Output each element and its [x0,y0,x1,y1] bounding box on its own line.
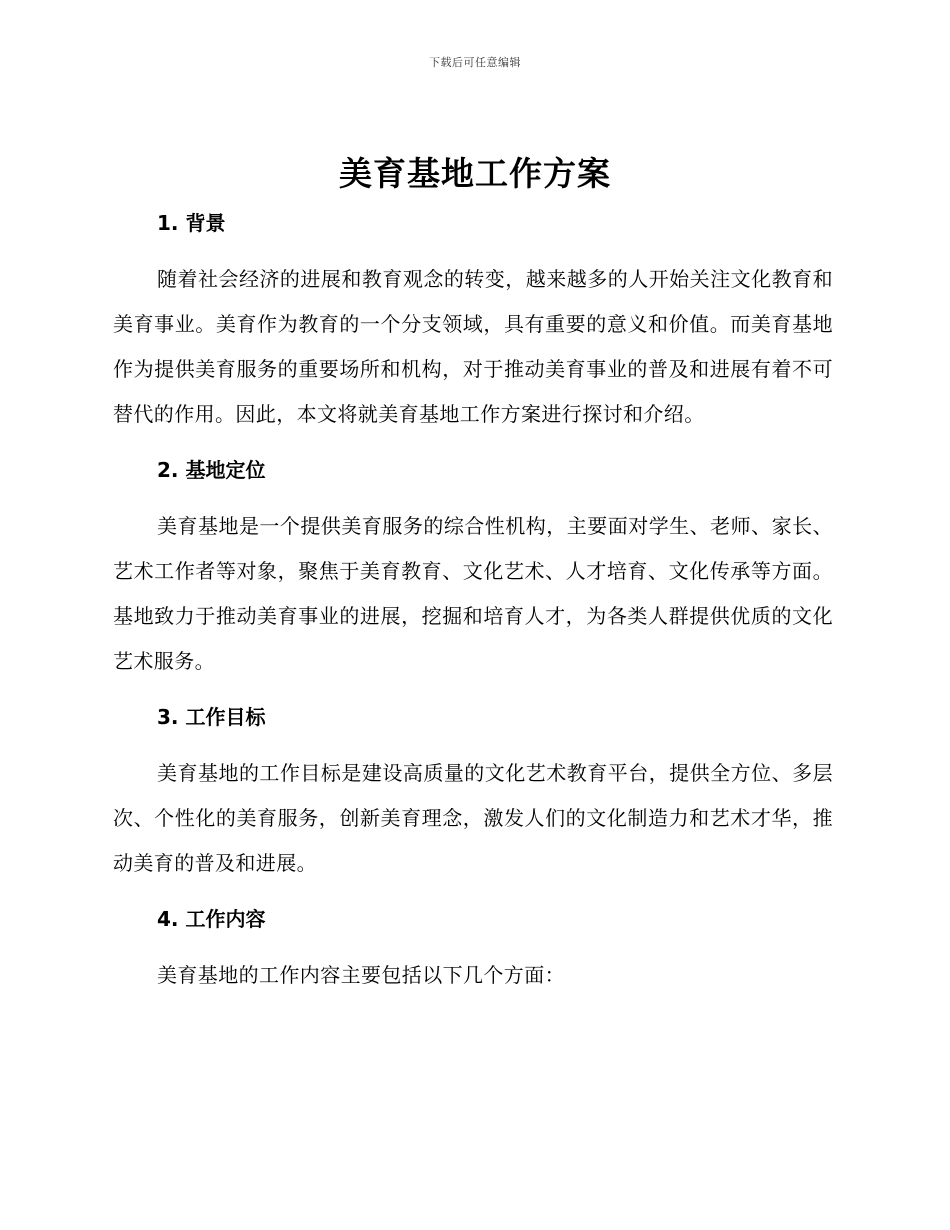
section-paragraph: 美育基地是一个提供美育服务的综合性机构，主要面对学生、老师、家长、艺术工作者等对象，聚焦于美育教育、文化艺术、人才培育、文化传承等方面。基地致力于推动美育事业的进展，挖掘和培育人才，为各类人群提供优质的文化艺术服务。 [113,514,833,673]
section-paragraph: 美育基地的工作内容主要包括以下几个方面： [157,963,565,987]
section-heading: 2. 基地定位 [157,458,266,482]
section-paragraph: 美育基地的工作目标是建设高质量的文化艺术教育平台，提供全方位、多层次、个性化的美育服务，创新美育理念，激发人们的文化制造力和艺术才华，推动美育的普及和进展。 [113,761,833,875]
section-goals [113,694,833,896]
section-content [113,896,833,998]
section-heading: 1. 背景 [157,211,226,235]
document-title: 美育基地工作方案 [339,154,611,193]
section-heading: 3. 工作目标 [157,705,266,729]
section-paragraph: 随着社会经济的进展和教育观念的转变，越来越多的人开始关注文化教育和美育事业。美育作为教育的一个分支领域，具有重要的意义和价值。而美育基地作为提供美育服务的重要场所和机构，对于推动美育事业的普及和进展有着不可替代的作用。因此，本文将就美育基地工作方案进行探讨和介绍。 [113,267,833,426]
page-header-note: 下载后可任意编辑 [429,56,521,69]
document-body [113,200,833,998]
section-background [113,200,833,447]
section-positioning [113,447,833,694]
section-heading: 4. 工作内容 [157,907,266,931]
